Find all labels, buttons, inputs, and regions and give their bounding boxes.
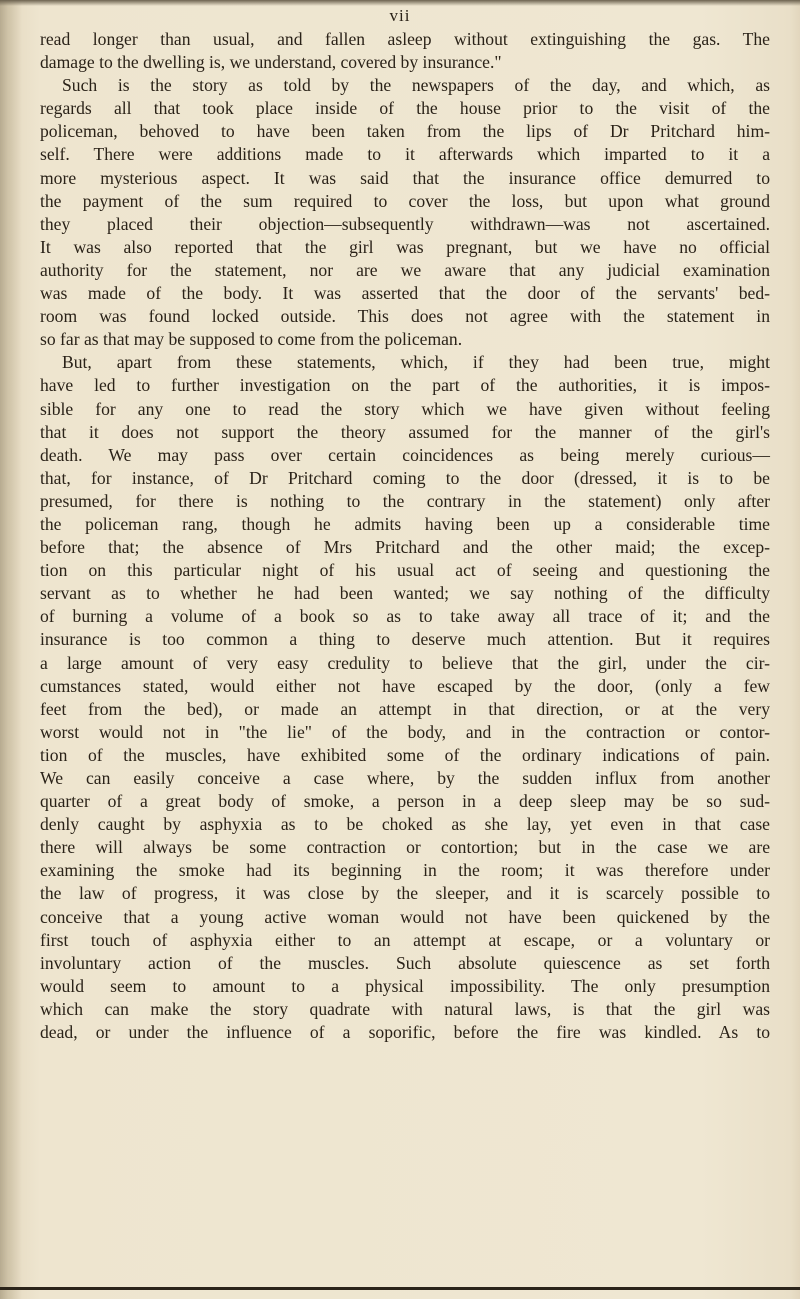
text-line: tion on this particular night of his usual act of seeing and questioning the [40,560,770,581]
text-line: room was found locked outside. This does not agree with the statement in [40,306,770,327]
text-line: death. We may pass over certain coincidences as being merely curious— [40,444,770,465]
text-line: conceive that a young active woman would not have been quickened by the [40,906,770,927]
page-number: vii [389,6,411,25]
text-line: sible for any one to read the story which we have given without feeling [40,398,770,419]
text-line: a large amount of very easy credulity to believe that the girl, under the cir- [40,652,770,673]
text-line: of burning a volume of a book so as to take away all trace of it; and the [40,606,770,627]
text-line: the payment of the sum required to cover the loss, but upon what ground [40,190,770,211]
text-line: which can make the story quadrate with natural laws, is that the girl was [40,998,770,1019]
text-line: servant as to whether he had been wanted; we say nothing of the difficulty [40,583,770,604]
text-line: policeman, behoved to have been taken from the lips of Dr Pritchard him- [40,121,770,142]
text-line: that, for instance, of Dr Pritchard coming to the door (dressed, it is to be [40,467,770,488]
text-line: worst would not in "the lie" of the body, and in the contraction or contor- [40,721,770,742]
text-line: would seem to amount to a physical impossibility. The only presumption [40,975,770,996]
text-line: read longer than usual, and fallen asleep without extinguishing the gas. The [40,29,770,49]
text-line: insurance is too common a thing to deserve much attention. But it requires [40,629,770,650]
text-line: that it does not support the theory assumed for the manner of the girl's [40,421,770,442]
text-line: tion of the muscles, have exhibited some of the ordinary indications of pain. [40,744,770,765]
text-line: first touch of asphyxia either to an attempt at escape, or a voluntary or [40,929,770,950]
text-line: have led to further investigation on the part of the authorities, it is impos- [40,375,770,396]
text-line: We can easily conceive a case where, by the sudden influx from another [40,768,770,788]
text-line: authority for the statement, nor are we aware that any judicial examination [40,259,770,280]
text-line: before that; the absence of Mrs Pritchard and the other maid; the excep- [40,537,770,558]
text-line: more mysterious aspect. It was said that the insurance office demurred to [40,167,770,188]
text-line: denly caught by asphyxia as to be choked as she lay, yet even in that case [40,814,770,835]
text-line: quarter of a great body of smoke, a person in a deep sleep may be so sud- [40,791,770,812]
text-line: there will always be some contraction or contortion; but in the case we are [40,837,770,858]
text-line: so far as that may be supposed to come from the policeman. [40,329,463,350]
text-line: Such is the story as told by the newspapers of the day, and which, as [62,75,770,96]
text-line: they placed their objection—subsequently withdrawn—was not ascertained. [40,213,770,234]
text-line: examining the smoke had its beginning in the room; it was therefore under [40,860,770,881]
text-line: the law of progress, it was close by the sleeper, and it is scarcely possible to [40,883,770,904]
text-line: It was also reported that the girl was pregnant, but we have no official [40,236,770,257]
body-text [40,28,770,1044]
text-line: self. There were additions made to it afterwards which imparted to it a [40,144,770,165]
text-line: feet from the bed), or made an attempt in that direction, or at the very [40,698,770,719]
text-line: presumed, for there is nothing to the contrary in the statement) only after [40,490,770,511]
text-line: But, apart from these statements, which, if they had been true, might [62,352,770,373]
page-spine-shadow [0,0,22,1299]
text-line: dead, or under the influence of a soporific, before the fire was kindled. As to [40,1022,770,1043]
text-line: the policeman rang, though he admits having been up a considerable time [40,513,770,534]
text-line: involuntary action of the muscles. Such absolute quiescence as set forth [40,952,770,973]
page-bottom-rule [0,1287,800,1290]
text-line: regards all that took place inside of the house prior to the visit of the [40,98,770,119]
text-line: cumstances stated, would either not have escaped by the door, (only a few [40,675,770,696]
text-line: damage to the dwelling is, we understand, covered by insurance." [40,52,502,73]
text-line: was made of the body. It was asserted that the door of the servants' bed- [40,283,770,304]
